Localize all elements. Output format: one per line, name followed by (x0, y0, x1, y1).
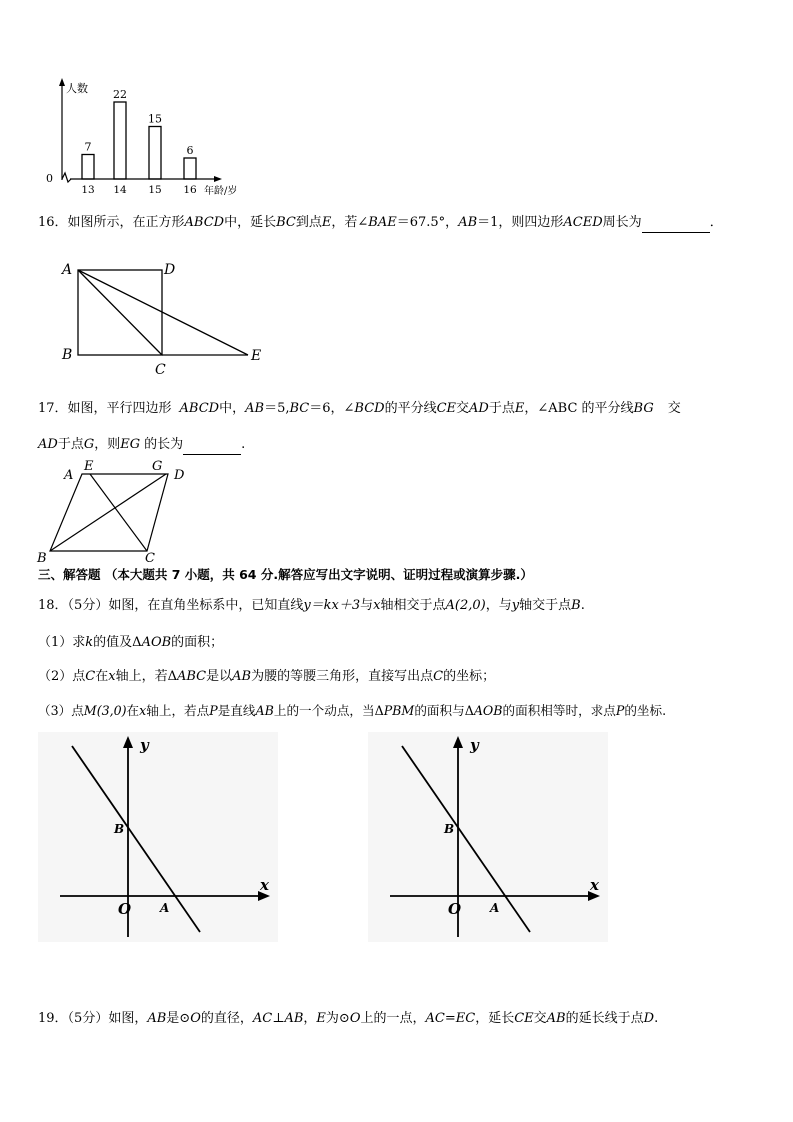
q16-label-c: C (155, 362, 166, 378)
q19-t9: 交 (533, 1011, 547, 1026)
q18-s2-c2: C (433, 669, 444, 684)
q17-t9: 的平分线 (384, 401, 437, 416)
q17-t7: ＝6，∠ (309, 401, 355, 416)
q17-t1: 17．如图，平行四边形 (38, 401, 172, 416)
q18-s3-x: x (139, 703, 147, 718)
bar-layer (81, 88, 197, 196)
bar-16 (184, 158, 196, 179)
q17-line1 (38, 400, 681, 418)
q17-answer-blank[interactable] (183, 436, 241, 455)
q19-ac: AC (252, 1011, 273, 1026)
q17-t15: ，∠ABC 的平分线 (524, 401, 634, 416)
q17-label-e: E (84, 459, 94, 474)
graph-a-label: A (490, 901, 500, 915)
q16-text (38, 214, 723, 233)
q18-s2-abc: ABC (176, 669, 207, 684)
q17-t23: 的长为 (144, 437, 184, 452)
x-tick-label: 14 (113, 184, 127, 196)
x-axis-arrow (214, 176, 222, 182)
bar-13 (82, 155, 94, 180)
q19-ab3: AB (546, 1011, 566, 1026)
q18-s3-p: P (209, 703, 218, 718)
q17-segment-bg (50, 474, 166, 551)
q18-t2: 与 (360, 598, 374, 613)
graph-y-label: y (470, 736, 479, 754)
q17-label-c: C (145, 551, 155, 564)
graph-o-label: O (448, 900, 462, 918)
q18-s2-x: x (108, 669, 116, 684)
q18-s3-t7: 的面积相等时，求点 (502, 703, 616, 718)
q16-v5: AB (458, 215, 478, 230)
graph-o-label: O (118, 900, 132, 918)
section-3-heading: 三、解答题 （本大题共 7 小题，共 64 分.解答应写出文字说明、证明过程或演算步骤.） (38, 567, 533, 582)
q16-label-d: D (164, 262, 176, 278)
q19-end: . (654, 1011, 659, 1026)
q18-s3-ab: AB (255, 703, 274, 718)
q18-s3-p2: P (615, 703, 625, 718)
q18-s3-m: M(3,0) (83, 703, 127, 718)
q16-v1: ABCD (184, 215, 225, 230)
q16-segment-ae (78, 270, 248, 355)
q18-s3-pbm: PBM (383, 703, 415, 718)
q19-t10: 的延长线于点 (565, 1011, 644, 1026)
q18-s2-t5: 为腰的等腰三角形，直接写出点 (251, 669, 434, 684)
q16-t1: 16．如图所示，在正方形 (38, 215, 185, 230)
q18-s2-ab: AB (232, 669, 252, 684)
origin-label: 0 (46, 172, 53, 185)
q18-t1: 18．（5分）如图，在直角坐标系中，已知直线 (38, 598, 304, 613)
graph-a-label: A (160, 901, 170, 915)
bar-14 (114, 102, 126, 179)
bar-value-label: 15 (148, 112, 162, 126)
q16-t5: ＝67.5°， (396, 215, 459, 230)
q17-t8: BCD (354, 401, 385, 416)
q17-t12: AD (469, 401, 489, 416)
q16-label-a: A (62, 262, 73, 278)
q18-s1-aob: AOB (141, 635, 172, 650)
q19-ce: CE (514, 1011, 534, 1026)
q17-segment-ce (90, 474, 147, 551)
q19-t4: ⊥ (272, 1011, 285, 1026)
q18-s2-t2: 在 (95, 669, 109, 684)
q18-graph-left (38, 732, 278, 942)
q17-t14: E (514, 401, 525, 416)
q18-end: . (580, 598, 585, 613)
q18-eq: y＝kx＋3 (303, 598, 361, 613)
q16-figure (58, 258, 278, 380)
q17-t2: ABCD (179, 401, 220, 416)
graph-x-label: x (590, 876, 599, 894)
q19-o2: O (349, 1011, 361, 1026)
q18-t4: ，与 (485, 598, 512, 613)
q19-d: D (643, 1011, 655, 1026)
q18-s3-t5: 上的一个动点，当Δ (273, 703, 384, 718)
q17-t20: G (83, 437, 95, 452)
q18-s3-t4: 是直线 (217, 703, 256, 718)
q19-t7: 上的一点， (360, 1011, 426, 1026)
q17-label-a: A (64, 468, 74, 483)
q18-sub1 (38, 634, 223, 652)
q16-t3: 到点 (295, 215, 322, 230)
q16-v4: BAE (368, 215, 397, 230)
q18-graph-right (368, 732, 608, 942)
x-tick-label: 16 (183, 184, 197, 196)
q17-t5: ＝5, (264, 401, 290, 416)
y-axis-arrow (59, 78, 65, 86)
q16-t7: 周长为 (602, 215, 642, 230)
q16-v6: ACED (563, 215, 603, 230)
q17-t21: ，则 (94, 437, 121, 452)
q19-t8: ，延长 (475, 1011, 515, 1026)
q19-stem (38, 1010, 658, 1028)
q17-t18: AD (38, 437, 58, 452)
q17-t13: 于点 (488, 401, 515, 416)
bar-value-label: 6 (186, 144, 194, 157)
q19-aceq: AC=EC (425, 1011, 476, 1026)
q17-t11: 交 (456, 401, 470, 416)
q18-s3-aob: AOB (473, 703, 503, 718)
q18-s2-t1: （2）点 (38, 669, 86, 684)
q19-t6: 为⊙ (325, 1011, 350, 1026)
q18-s1-t1: （1）求 (38, 635, 86, 650)
q18-s2-t6: 的坐标； (443, 669, 496, 684)
q16-label-e: E (251, 348, 262, 364)
q18-sub3 (38, 702, 666, 720)
q17-line2 (38, 436, 245, 455)
q16-label-b: B (62, 347, 73, 363)
q18-s3-t6: 的面积与Δ (414, 703, 474, 718)
q18-stem (38, 597, 585, 615)
q19-t5: ， (303, 1011, 317, 1026)
q19-t2: 是⊙ (166, 1011, 191, 1026)
q17-end: . (241, 437, 246, 452)
q16-v2: BC (276, 215, 296, 230)
q18-pt-a: A(2,0) (445, 598, 486, 613)
q19-t1: 19．（5分）如图， (38, 1011, 148, 1026)
graph-x-label: x (260, 876, 269, 894)
bar-value-label: 22 (113, 88, 127, 101)
q17-label-g: G (152, 459, 163, 474)
q17-label-b: B (37, 551, 47, 564)
axis-break (62, 173, 71, 182)
q18-s2-c: C (85, 669, 96, 684)
q18-s2-t3: 轴上，若Δ (115, 669, 177, 684)
q18-s1-t2: 的值及Δ (93, 635, 142, 650)
q17-t19: 于点 (57, 437, 84, 452)
q17-label-d: D (174, 468, 185, 483)
q18-t5: 轴交于点 (519, 598, 572, 613)
q17-t17: 交 (667, 401, 681, 416)
q17-figure (34, 456, 204, 564)
q17-t22: EG (120, 437, 141, 452)
q18-s2-t4: 是以 (206, 669, 233, 684)
q19-t3: 的直径， (200, 1011, 253, 1026)
q16-t2: 中，延长 (224, 215, 277, 230)
q18-x: x (373, 598, 381, 613)
x-axis-label: 年龄/岁 (204, 186, 238, 196)
age-bar-chart (40, 78, 260, 196)
graph-b-label: B (444, 822, 455, 836)
q18-s1-t3: 的面积； (171, 635, 224, 650)
q16-v3: E (321, 215, 332, 230)
q16-end: ． (709, 215, 723, 230)
q16-t4: ，若∠ (331, 215, 369, 230)
y-axis-label: 人数 (66, 82, 88, 95)
q18-t3: 轴相交于点 (380, 598, 446, 613)
q19-e: E (316, 1011, 326, 1026)
q18-y: y (511, 598, 520, 613)
q17-t10: CE (436, 401, 457, 416)
q18-sub2 (38, 668, 495, 686)
q18-s1-k: k (85, 635, 94, 650)
q19-ab: AB (147, 1011, 167, 1026)
q17-t6: BC (289, 401, 310, 416)
graph-y-label: y (140, 736, 149, 754)
q18-s3-t3: 轴上，若点 (146, 703, 210, 718)
q16-diagonal-ac (78, 270, 162, 355)
q16-answer-blank[interactable] (642, 214, 710, 233)
q17-t16: BG (633, 401, 654, 416)
q18-s3-t8: 的坐标. (624, 703, 667, 718)
q18-b: B (571, 598, 581, 613)
q18-s3-t1: （3）点 (38, 703, 84, 718)
bar-value-label: 7 (84, 140, 92, 154)
q19-ab2: AB (284, 1011, 304, 1026)
q16-t6: ＝1，则四边形 (477, 215, 564, 230)
x-tick-label: 13 (81, 184, 95, 196)
q17-t4: AB (245, 401, 265, 416)
x-tick-label: 15 (148, 184, 162, 196)
q17-t3: 中， (219, 401, 246, 416)
q18-s3-t2: 在 (126, 703, 140, 718)
bar-15 (149, 127, 161, 180)
q19-o1: O (190, 1011, 201, 1026)
graph-b-label: B (114, 822, 125, 836)
